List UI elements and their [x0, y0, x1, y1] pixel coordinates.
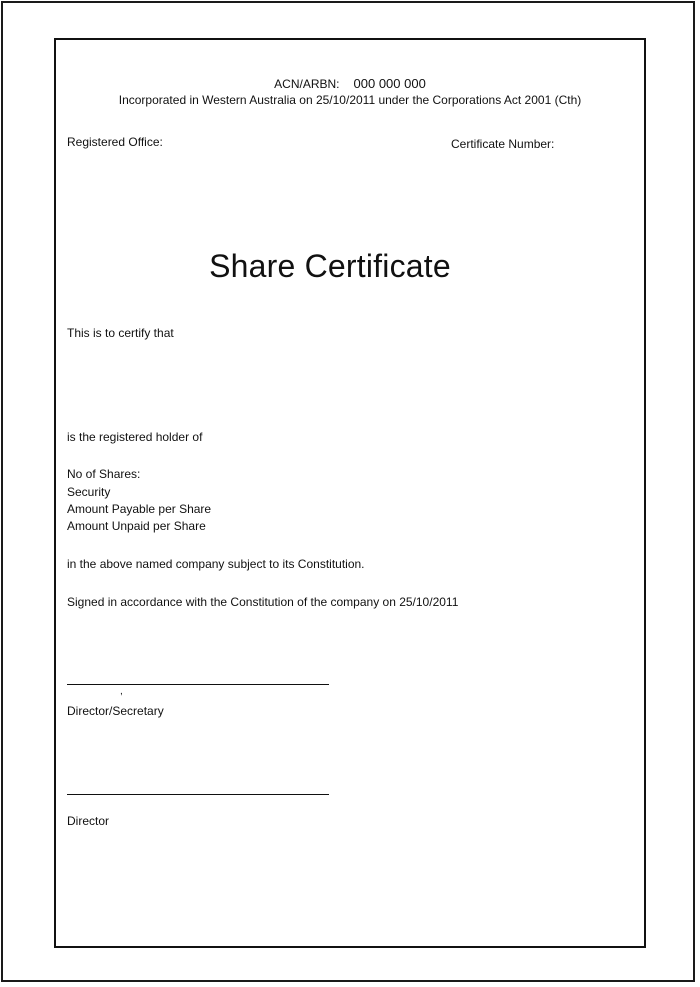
- field-security: Security: [67, 485, 111, 499]
- constitution-text: in the above named company subject to its Constitution.: [67, 557, 365, 571]
- acn-label: ACN/ARBN:: [274, 77, 340, 91]
- registered-office-label: Registered Office:: [67, 135, 163, 149]
- signature-tick: ,: [120, 686, 123, 697]
- signed-statement: Signed in accordance with the Constitution of the company on 25/10/2011: [67, 595, 459, 609]
- acn-value: 000 000 000: [353, 76, 426, 91]
- signature-line-director-secretary: [67, 684, 329, 685]
- field-amount-payable: Amount Payable per Share: [67, 502, 212, 516]
- acn-row: [0, 76, 700, 91]
- certificate-title: Share Certificate: [209, 248, 451, 284]
- holder-text: is the registered holder of: [67, 430, 203, 444]
- certificate-border: [54, 38, 646, 948]
- field-no-of-shares: No of Shares:: [67, 467, 141, 481]
- director-label: Director: [67, 814, 110, 828]
- director-secretary-label: Director/Secretary: [67, 704, 164, 718]
- signature-line-director: [67, 794, 329, 795]
- field-amount-unpaid: Amount Unpaid per Share: [67, 519, 206, 533]
- certificate-number-label: Certificate Number:: [451, 137, 555, 151]
- certify-text: This is to certify that: [67, 326, 174, 340]
- incorporation-statement: Incorporated in Western Australia on 25/10/2011 under the Corporations Act 2001 (Cth): [118, 93, 582, 107]
